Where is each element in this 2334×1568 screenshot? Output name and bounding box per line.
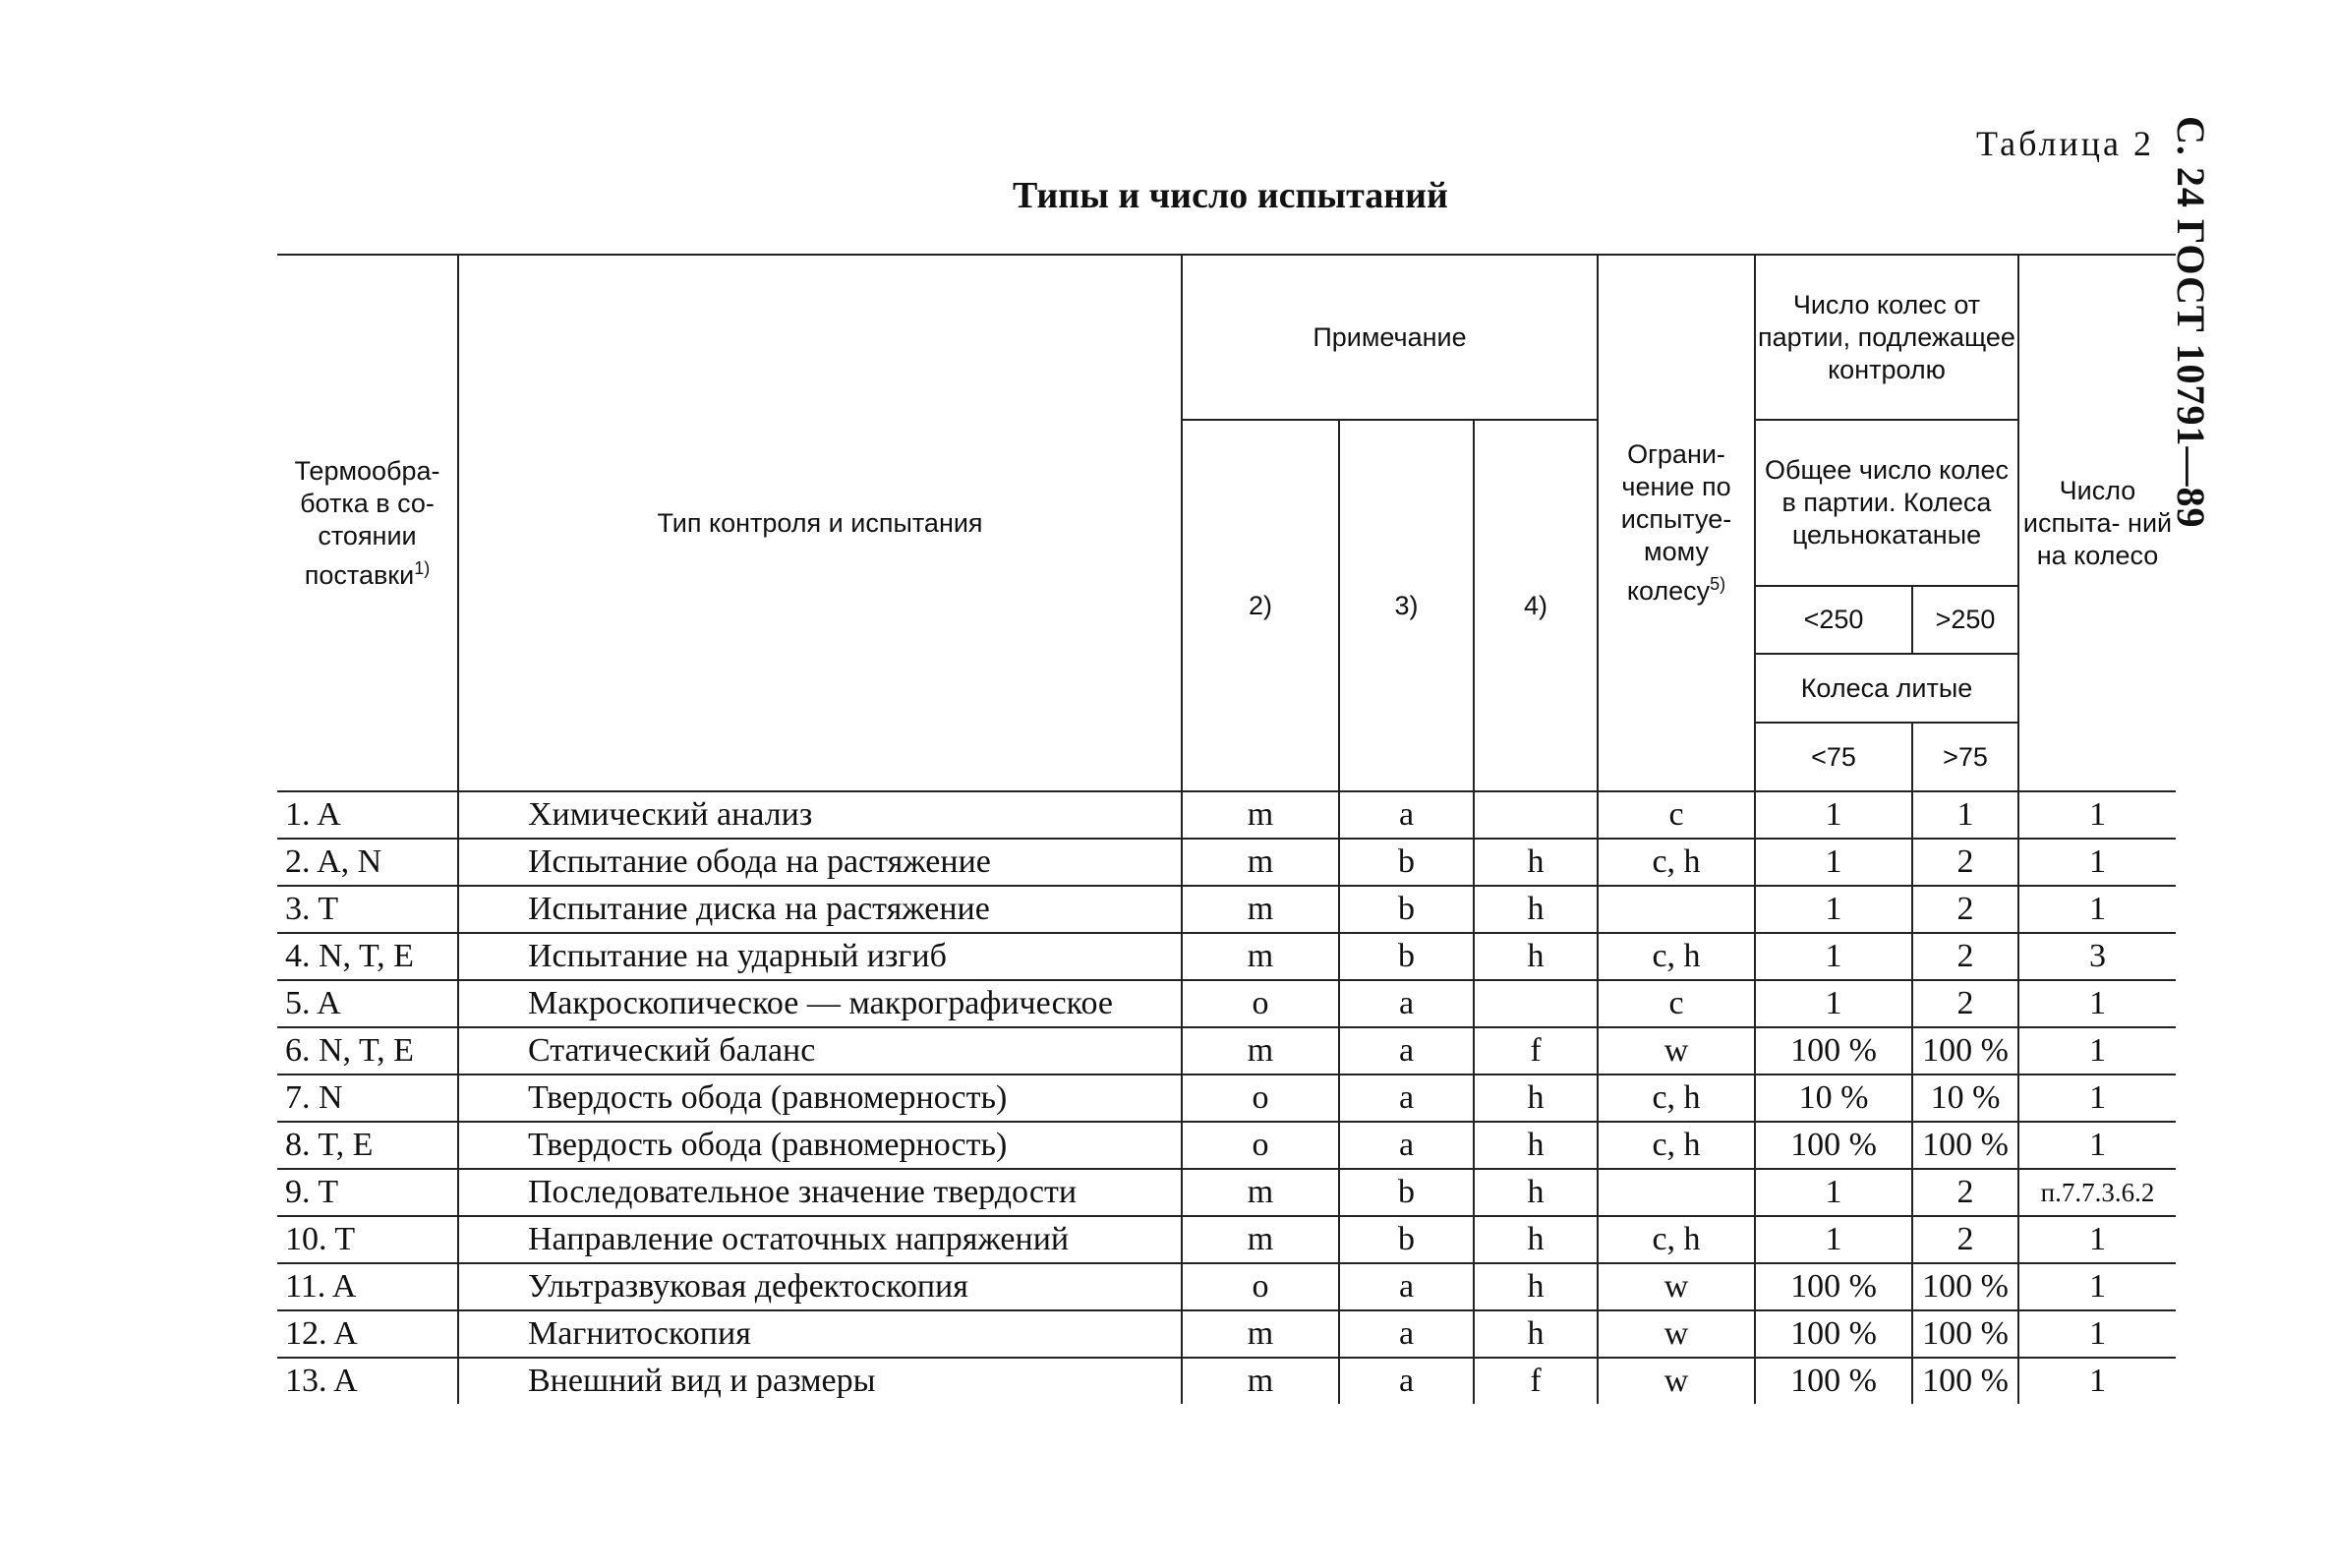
table-number-label: Таблица 2 <box>1976 124 2154 163</box>
count-b-cell: 2 <box>1912 1169 2018 1216</box>
count-a-cell: 100 % <box>1755 1358 1912 1404</box>
remark-4-cell: h <box>1474 1216 1598 1263</box>
tests-per-wheel-cell: 1 <box>2018 1027 2176 1074</box>
row-number-cell: 1. A <box>277 791 458 839</box>
row-number-cell: 5. A <box>277 980 458 1027</box>
row-number-cell: 2. A, N <box>277 839 458 886</box>
remark-4-cell: h <box>1474 1169 1598 1216</box>
tests-per-wheel-cell: 1 <box>2018 791 2176 839</box>
limit-cell: c <box>1598 791 1755 839</box>
count-b-cell: 1 <box>1912 791 2018 839</box>
count-b-cell: 100 % <box>1912 1358 2018 1404</box>
header-total-wheels: Общее число колес в партии. Колеса цельнокатаные <box>1755 420 2018 586</box>
page-side-header <box>2169 116 2244 529</box>
header-heat-treatment-text: Термообра- ботка в со- стоянии поставки <box>294 455 440 590</box>
row-number-cell: 12. A <box>277 1310 458 1358</box>
count-a-cell: 100 % <box>1755 1122 1912 1169</box>
table-row <box>277 933 2176 980</box>
count-a-cell: 1 <box>1755 980 1912 1027</box>
count-a-cell: 1 <box>1755 1216 1912 1263</box>
table-row <box>277 1263 2176 1310</box>
row-number-cell: 9. T <box>277 1169 458 1216</box>
header-remark-col-2: 2) <box>1182 420 1339 791</box>
test-name-cell: Направление остаточных напряжений <box>458 1216 1182 1263</box>
header-rolled-lt-250: <250 <box>1755 586 1912 654</box>
remark-2-cell: m <box>1182 1027 1339 1074</box>
test-name-cell: Внешний вид и размеры <box>458 1358 1182 1404</box>
count-a-cell: 100 % <box>1755 1263 1912 1310</box>
remark-4-cell: h <box>1474 1263 1598 1310</box>
remark-3-cell: a <box>1339 1310 1474 1358</box>
limit-cell: c, h <box>1598 839 1755 886</box>
count-b-cell: 100 % <box>1912 1027 2018 1074</box>
test-name-cell: Испытание обода на растяжение <box>458 839 1182 886</box>
tests-per-wheel-cell: 1 <box>2018 1358 2176 1404</box>
remark-3-cell: a <box>1339 1074 1474 1122</box>
row-number-cell: 10. T <box>277 1216 458 1263</box>
tests-per-wheel-cell: 1 <box>2018 886 2176 933</box>
remark-2-cell: o <box>1182 1263 1339 1310</box>
header-tests-per-wheel: Число испыта- ний на колесо <box>2018 255 2176 791</box>
remark-2-cell: m <box>1182 1358 1339 1404</box>
row-number-cell: 6. N, T, E <box>277 1027 458 1074</box>
row-number-cell: 13. A <box>277 1358 458 1404</box>
count-b-cell: 100 % <box>1912 1310 2018 1358</box>
remark-4-cell: h <box>1474 1310 1598 1358</box>
tests-per-wheel-cell: 1 <box>2018 1122 2176 1169</box>
remark-4-cell: f <box>1474 1358 1598 1404</box>
header-wheels-from-lot: Число колес от партии, подлежащее контролю <box>1755 255 2018 420</box>
remark-3-cell: a <box>1339 1122 1474 1169</box>
count-b-cell: 2 <box>1912 886 2018 933</box>
remark-3-cell: b <box>1339 933 1474 980</box>
row-number-cell: 11. A <box>277 1263 458 1310</box>
count-a-cell: 1 <box>1755 886 1912 933</box>
remark-4-cell: f <box>1474 1027 1598 1074</box>
remark-2-cell: m <box>1182 1310 1339 1358</box>
remark-3-cell: a <box>1339 1027 1474 1074</box>
tests-per-wheel-cell: п.7.7.3.6.2 <box>2018 1169 2176 1216</box>
limit-cell <box>1598 1169 1755 1216</box>
remark-2-cell: m <box>1182 791 1339 839</box>
table-row <box>277 980 2176 1027</box>
test-name-cell: Испытание на ударный изгиб <box>458 933 1182 980</box>
tests-per-wheel-cell: 1 <box>2018 1310 2176 1358</box>
limit-cell: c <box>1598 980 1755 1027</box>
test-name-cell: Химический анализ <box>458 791 1182 839</box>
table-row <box>277 839 2176 886</box>
row-number-cell: 8. T, E <box>277 1122 458 1169</box>
remark-4-cell: h <box>1474 886 1598 933</box>
remark-4-cell: h <box>1474 1122 1598 1169</box>
tests-per-wheel-cell: 1 <box>2018 1074 2176 1122</box>
table-header <box>277 255 2176 791</box>
count-a-cell: 1 <box>1755 839 1912 886</box>
header-remark-col-4: 4) <box>1474 420 1598 791</box>
remark-4-cell: h <box>1474 1074 1598 1122</box>
table-row <box>277 1216 2176 1263</box>
remark-3-cell: a <box>1339 1358 1474 1404</box>
count-a-cell: 10 % <box>1755 1074 1912 1122</box>
remark-4-cell <box>1474 980 1598 1027</box>
test-name-cell: Ультразвуковая дефектоскопия <box>458 1263 1182 1310</box>
remark-2-cell: m <box>1182 839 1339 886</box>
table-row <box>277 1027 2176 1074</box>
test-name-cell: Твердость обода (равномерность) <box>458 1074 1182 1122</box>
page-side-header-text: С. 24 ГОСТ 10791—89 <box>2169 116 2213 529</box>
count-b-cell: 100 % <box>1912 1122 2018 1169</box>
remark-3-cell: a <box>1339 1263 1474 1310</box>
remark-3-cell: b <box>1339 839 1474 886</box>
limit-cell: c, h <box>1598 933 1755 980</box>
header-limit <box>1598 255 1755 791</box>
header-limit-text: Ограни- чение по испытуе- мому колесу <box>1620 439 1732 606</box>
count-a-cell: 1 <box>1755 1169 1912 1216</box>
test-name-cell: Магнитоскопия <box>458 1310 1182 1358</box>
header-cast-wheels: Колеса литые <box>1755 654 2018 723</box>
footnote-marker: 1) <box>414 557 431 578</box>
remark-2-cell: m <box>1182 933 1339 980</box>
table-row <box>277 1074 2176 1122</box>
remark-3-cell: b <box>1339 1169 1474 1216</box>
remark-3-cell: a <box>1339 980 1474 1027</box>
header-rolled-gt-250: >250 <box>1912 586 2018 654</box>
row-number-cell: 3. T <box>277 886 458 933</box>
limit-cell: w <box>1598 1310 1755 1358</box>
count-b-cell: 2 <box>1912 1216 2018 1263</box>
tests-per-wheel-cell: 1 <box>2018 980 2176 1027</box>
table-row <box>277 1169 2176 1216</box>
count-a-cell: 100 % <box>1755 1027 1912 1074</box>
limit-cell: w <box>1598 1358 1755 1404</box>
remark-2-cell: o <box>1182 1074 1339 1122</box>
header-cast-lt-75: <75 <box>1755 723 1912 791</box>
test-name-cell: Последовательное значение твердости <box>458 1169 1182 1216</box>
remark-4-cell: h <box>1474 839 1598 886</box>
tests-table <box>277 254 2176 1404</box>
limit-cell: c, h <box>1598 1074 1755 1122</box>
table-body <box>277 791 2176 1404</box>
limit-cell <box>1598 886 1755 933</box>
count-b-cell: 2 <box>1912 839 2018 886</box>
remark-4-cell <box>1474 791 1598 839</box>
header-cast-gt-75: >75 <box>1912 723 2018 791</box>
header-test-type: Тип контроля и испытания <box>458 255 1182 791</box>
table-row <box>277 1310 2176 1358</box>
table-row <box>277 1358 2176 1404</box>
tests-per-wheel-cell: 3 <box>2018 933 2176 980</box>
remark-3-cell: a <box>1339 791 1474 839</box>
count-a-cell: 1 <box>1755 791 1912 839</box>
tests-per-wheel-cell: 1 <box>2018 1263 2176 1310</box>
limit-cell: w <box>1598 1263 1755 1310</box>
count-b-cell: 100 % <box>1912 1263 2018 1310</box>
remark-2-cell: m <box>1182 1169 1339 1216</box>
count-b-cell: 10 % <box>1912 1074 2018 1122</box>
count-a-cell: 1 <box>1755 933 1912 980</box>
limit-cell: c, h <box>1598 1216 1755 1263</box>
count-a-cell: 100 % <box>1755 1310 1912 1358</box>
header-remark: Примечание <box>1182 255 1598 420</box>
table-row <box>277 886 2176 933</box>
tests-per-wheel-cell: 1 <box>2018 839 2176 886</box>
table-title: Типы и число испытаний <box>1013 175 1448 216</box>
remark-2-cell: o <box>1182 980 1339 1027</box>
remark-3-cell: b <box>1339 886 1474 933</box>
remark-2-cell: m <box>1182 1216 1339 1263</box>
footnote-marker: 5) <box>1710 574 1726 594</box>
remark-4-cell: h <box>1474 933 1598 980</box>
row-number-cell: 4. N, T, E <box>277 933 458 980</box>
limit-cell: c, h <box>1598 1122 1755 1169</box>
remark-2-cell: m <box>1182 886 1339 933</box>
test-name-cell: Испытание диска на растяжение <box>458 886 1182 933</box>
header-remark-col-3: 3) <box>1339 420 1474 791</box>
count-b-cell: 2 <box>1912 933 2018 980</box>
table-row <box>277 1122 2176 1169</box>
limit-cell: w <box>1598 1027 1755 1074</box>
remark-2-cell: o <box>1182 1122 1339 1169</box>
table-row <box>277 791 2176 839</box>
row-number-cell: 7. N <box>277 1074 458 1122</box>
test-name-cell: Статический баланс <box>458 1027 1182 1074</box>
header-heat-treatment <box>277 255 458 791</box>
test-name-cell: Макроскопическое — макрографическое <box>458 980 1182 1027</box>
test-name-cell: Твердость обода (равномерность) <box>458 1122 1182 1169</box>
count-b-cell: 2 <box>1912 980 2018 1027</box>
tests-per-wheel-cell: 1 <box>2018 1216 2176 1263</box>
remark-3-cell: b <box>1339 1216 1474 1263</box>
